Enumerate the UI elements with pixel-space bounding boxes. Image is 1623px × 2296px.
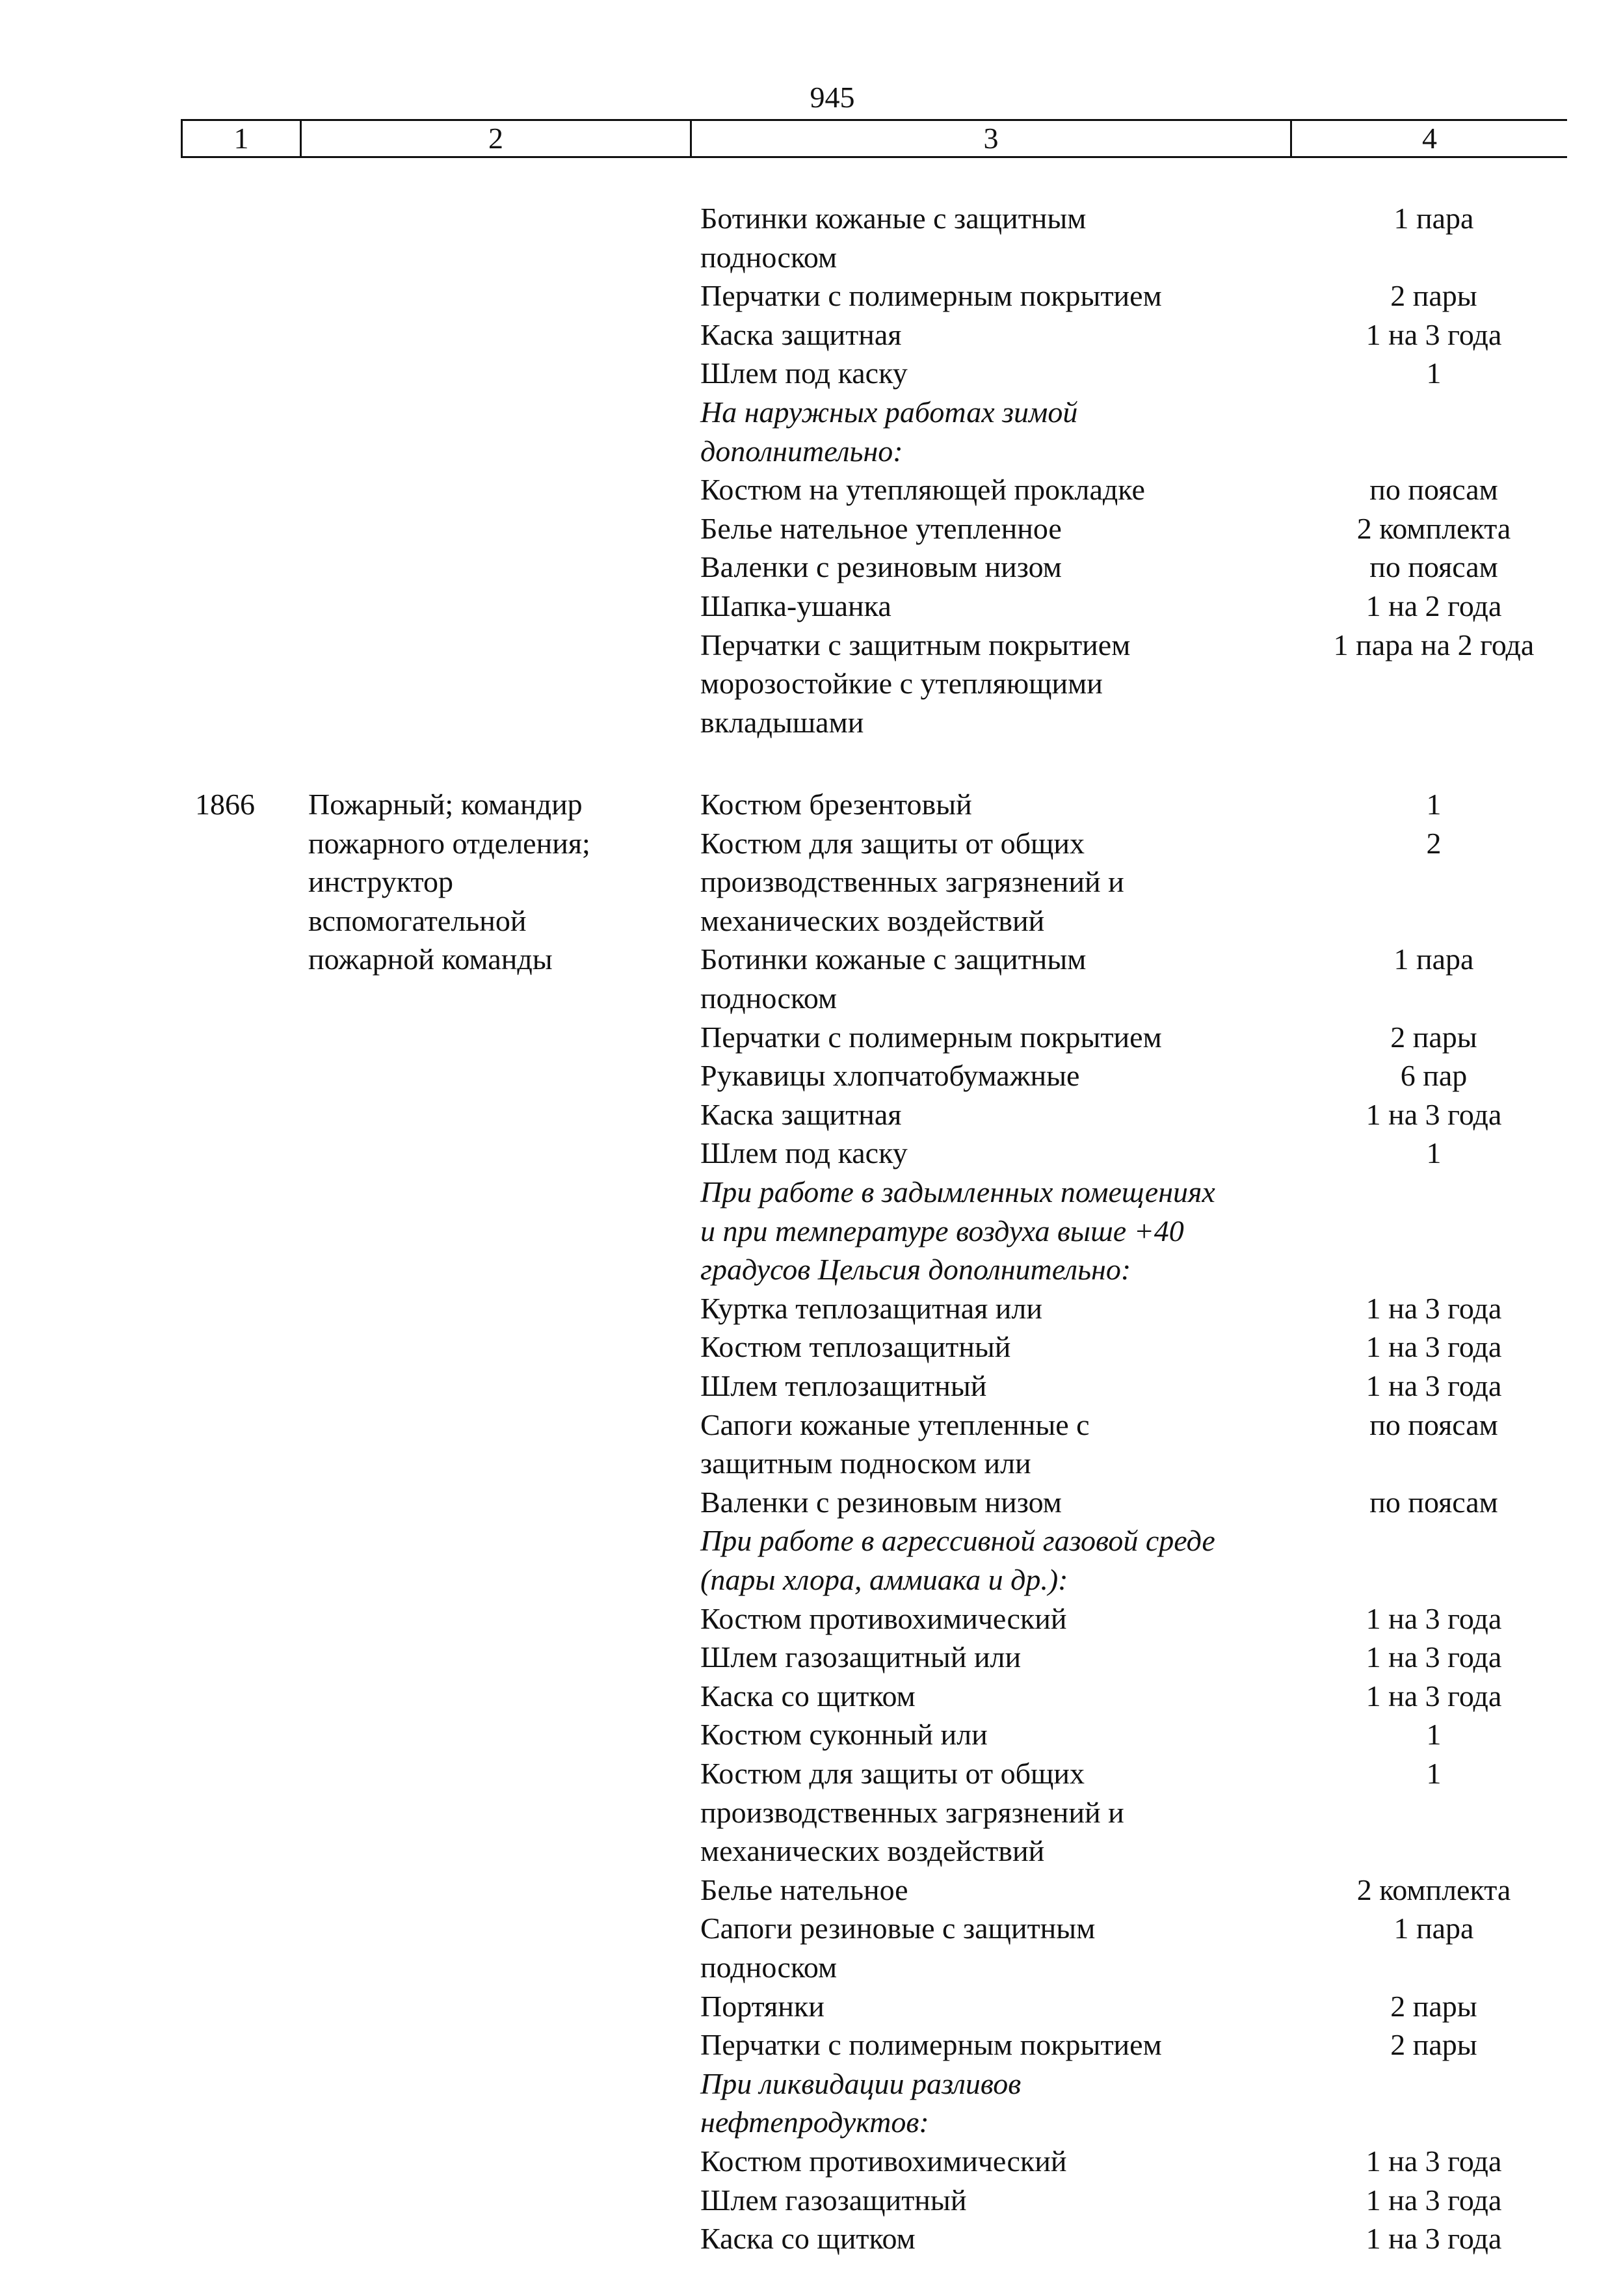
item-quantity: 1 на 3 года [1366,1097,1502,1131]
item-name: Ботинки кожаные с защитным подноском [700,942,1087,1015]
item-quantity: 2 комплекта [1356,1873,1511,1906]
item-quantity: 1 пара [1393,202,1474,235]
item-name: Перчатки с полимерным покрытием [700,1020,1162,1054]
section-note: При работе в агрессивной газовой среде (пары хлора, аммиака и др.): [700,1524,1215,1596]
item-name: Ботинки кожаные с защитным подноском [700,202,1087,274]
item-name: Каска со щитком [700,2222,916,2256]
item-quantity: 1 пара на 2 года [1333,628,1535,661]
item-name: Костюм на утепляющей прокладке [700,473,1145,507]
item-quantity: 1 пара [1393,942,1474,976]
item-quantity: 1 [1426,1136,1442,1170]
item-quantity: 2 [1426,826,1442,860]
item-name: Костюм для защиты от общих производственных загрязнений и механических воздействий [700,1757,1124,1868]
item-name: Перчатки с полимерным покрытием [700,279,1162,313]
column-header-4: 4 [1290,121,1567,156]
item-name: Костюм противохимический [700,1601,1067,1635]
item-name: Рукавицы хлопчатобумажные [700,1059,1080,1093]
item-name: Костюм противохимический [700,2144,1067,2178]
item-quantity: 1 [1426,1757,1442,1790]
entry-job-title: Пожарный; командир пожарного отделения; инструктор вспомогательной пожарной команды [308,788,590,976]
column-header-1: 1 [181,121,300,156]
item-quantity: по поясам [1369,1485,1498,1519]
item-quantity: по поясам [1369,473,1498,507]
item-name: Шлем под каску [700,356,908,390]
item-name: Каска защитная [700,1097,902,1131]
item-name: Костюм для защиты от общих производственных загрязнений и механических воздействий [700,826,1124,937]
column-header-3: 3 [690,121,1290,156]
item-quantity: 1 на 3 года [1366,317,1502,351]
item-quantity: 1 на 3 года [1366,1369,1502,1402]
item-quantity: 1 пара [1393,1912,1474,1945]
item-name: Белье нательное [700,1873,908,1906]
item-name: Перчатки с защитным покрытием морозостойкие с утепляющими вкладышами [700,628,1131,739]
item-quantity: 1 на 3 года [1366,2183,1502,2217]
section-note: При работе в задымленных помещениях и при температуре воздуха выше +40 градусов Цельсия дополнительно: [700,1175,1215,1287]
item-name: Каска защитная [700,317,902,351]
item-name: Каска со щитком [700,1679,916,1713]
item-name: Костюм теплозащитный [700,1330,1011,1364]
item-quantity: 1 на 2 года [1366,589,1502,622]
item-name: Шлем теплозащитный [700,1369,987,1402]
item-quantity: по поясам [1369,1408,1498,1441]
page-number: 945 [810,81,855,114]
item-quantity: 2 комплекта [1356,511,1511,545]
item-name: Шлем газозащитный или [700,1640,1022,1674]
column-header-2: 2 [300,121,690,156]
item-quantity: 2 пары [1390,1989,1477,2023]
column-header-row [181,119,1567,158]
item-name: Перчатки с полимерным покрытием [700,2028,1162,2062]
item-name: Куртка теплозащитная или [700,1291,1042,1325]
item-name: Сапоги кожаные утепленные с защитным подноском или [700,1408,1090,1480]
item-quantity: 1 на 3 года [1366,1640,1502,1674]
item-name: Портянки [700,1989,825,2023]
item-quantity: 1 [1426,1718,1442,1752]
item-name: Шлем газозащитный [700,2183,967,2217]
item-quantity: 1 [1426,356,1442,390]
item-name: Сапоги резиновые с защитным подноском [700,1912,1096,1984]
item-quantity: 1 на 3 года [1366,1601,1502,1635]
item-quantity: по поясам [1369,550,1498,584]
item-quantity: 1 [1426,788,1442,821]
item-name: Костюм брезентовый [700,788,972,821]
item-quantity: 1 на 3 года [1366,1330,1502,1364]
item-quantity: 2 пары [1390,279,1477,313]
section-note: При ликвидации разливов нефтепродуктов: [700,2066,1022,2139]
item-quantity: 6 пар [1400,1059,1468,1093]
item-name: Валенки с резиновым низом [700,550,1062,584]
item-name: Шапка-ушанка [700,589,891,622]
item-name: Белье нательное утепленное [700,511,1062,545]
item-quantity: 2 пары [1390,1020,1477,1054]
item-quantity: 1 на 3 года [1366,2144,1502,2178]
section-note: На наружных работах зимой дополнительно: [700,395,1078,468]
item-quantity: 1 на 3 года [1366,1679,1502,1713]
item-name: Шлем под каску [700,1136,908,1170]
item-name: Валенки с резиновым низом [700,1485,1062,1519]
item-quantity: 2 пары [1390,2028,1477,2062]
item-quantity: 1 на 3 года [1366,1291,1502,1325]
item-quantity: 1 на 3 года [1366,2222,1502,2256]
item-name: Костюм суконный или [700,1718,988,1752]
entry-number: 1866 [195,788,255,821]
